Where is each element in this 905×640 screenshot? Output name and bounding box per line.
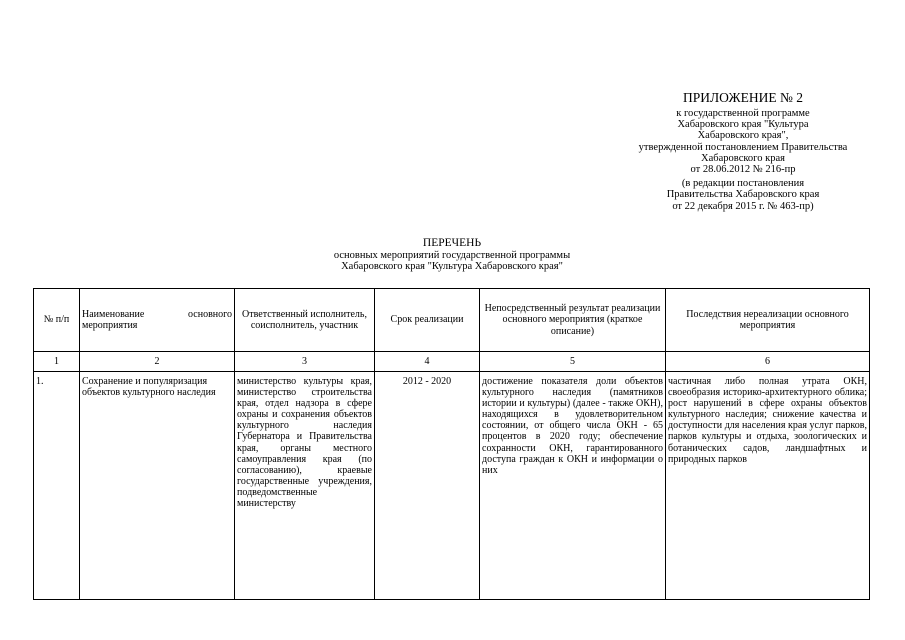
header-cell-number: № п/п [34,289,80,352]
appendix-line: Хабаровского края [701,152,785,164]
row-number: 1. [34,372,80,600]
edition-line: Правительства Хабаровского края [666,189,820,201]
header-cell-period: Срок реализации [375,289,480,352]
table-row [34,372,870,600]
measure-name: Сохранение и популяризация объектов культурного наследия [80,372,235,600]
appendix-title: ПРИЛОЖЕНИЕ № 2 [682,90,804,105]
measure-result: достижение показателя доли объектов культурного наследия (памятников истории и культуры) (далее - также ОКН), находящихся в удовлетворительном состоянии, от общего числа ОКН - 65 процентов в 2020 году; обеспечение сохранности ОКН, гарантированного доступа граждан к ОКН и информации о них [480,372,666,600]
list-subtitle-line: основных мероприятий государственной программы [333,250,571,261]
measure-executor: министерство культуры края, министерство строительства края, отдел надзора в сфере охраны и сохранения объектов культурного наследия Губернатора и Правительства края, органы местного самоуправления края (по согласованию), краевые государственные учреждения, подведомственные министерству [235,372,375,600]
list-heading [252,237,652,272]
header-cell-consequences: Последствия нереализации основного мероприятия [666,289,870,352]
edition-line: от 22 декабря 2015 г. № 463-пр) [672,200,814,212]
column-number: 6 [666,352,870,372]
list-title: ПЕРЕЧЕНЬ [422,237,482,249]
measure-period: 2012 - 2020 [375,372,480,600]
header-cell-name: Наименование основного мероприятия [80,289,235,352]
appendix-line: Хабаровского края "Культура [677,119,809,131]
column-number: 3 [235,352,375,372]
appendix-line: Хабаровского края", [697,130,789,142]
appendix-header [612,90,874,212]
column-number: 2 [80,352,235,372]
edition-line: (в редакции постановления [681,178,805,190]
measure-consequences: частичная либо полная утрата ОКН, своеобразия историко-архитектурного облика; рост нарушений в сфере охраны объектов культурного наследия; снижение качества и доступности для населения края услуг парков, парков культуры и отдыха, зоологических и ботанических садов, ландшафтных и природных парков [666,372,870,600]
header-cell-result: Непосредственный результат реализации основного мероприятия (краткое описание) [480,289,666,352]
list-subtitle-line: Хабаровского края "Культура Хабаровского края" [341,261,563,273]
column-number: 1 [34,352,80,372]
column-number-row [34,352,870,372]
column-number: 4 [375,352,480,372]
measures-table [33,288,870,600]
header-cell-executor: Ответственный исполнитель, соисполнитель, участник [235,289,375,352]
appendix-line: к государственной программе [676,108,810,119]
appendix-line: утвержденной постановлением Правительства [638,141,848,153]
column-number: 5 [480,352,666,372]
appendix-line: от 28.06.2012 № 216-пр [690,164,796,176]
table-header-row [34,289,870,352]
